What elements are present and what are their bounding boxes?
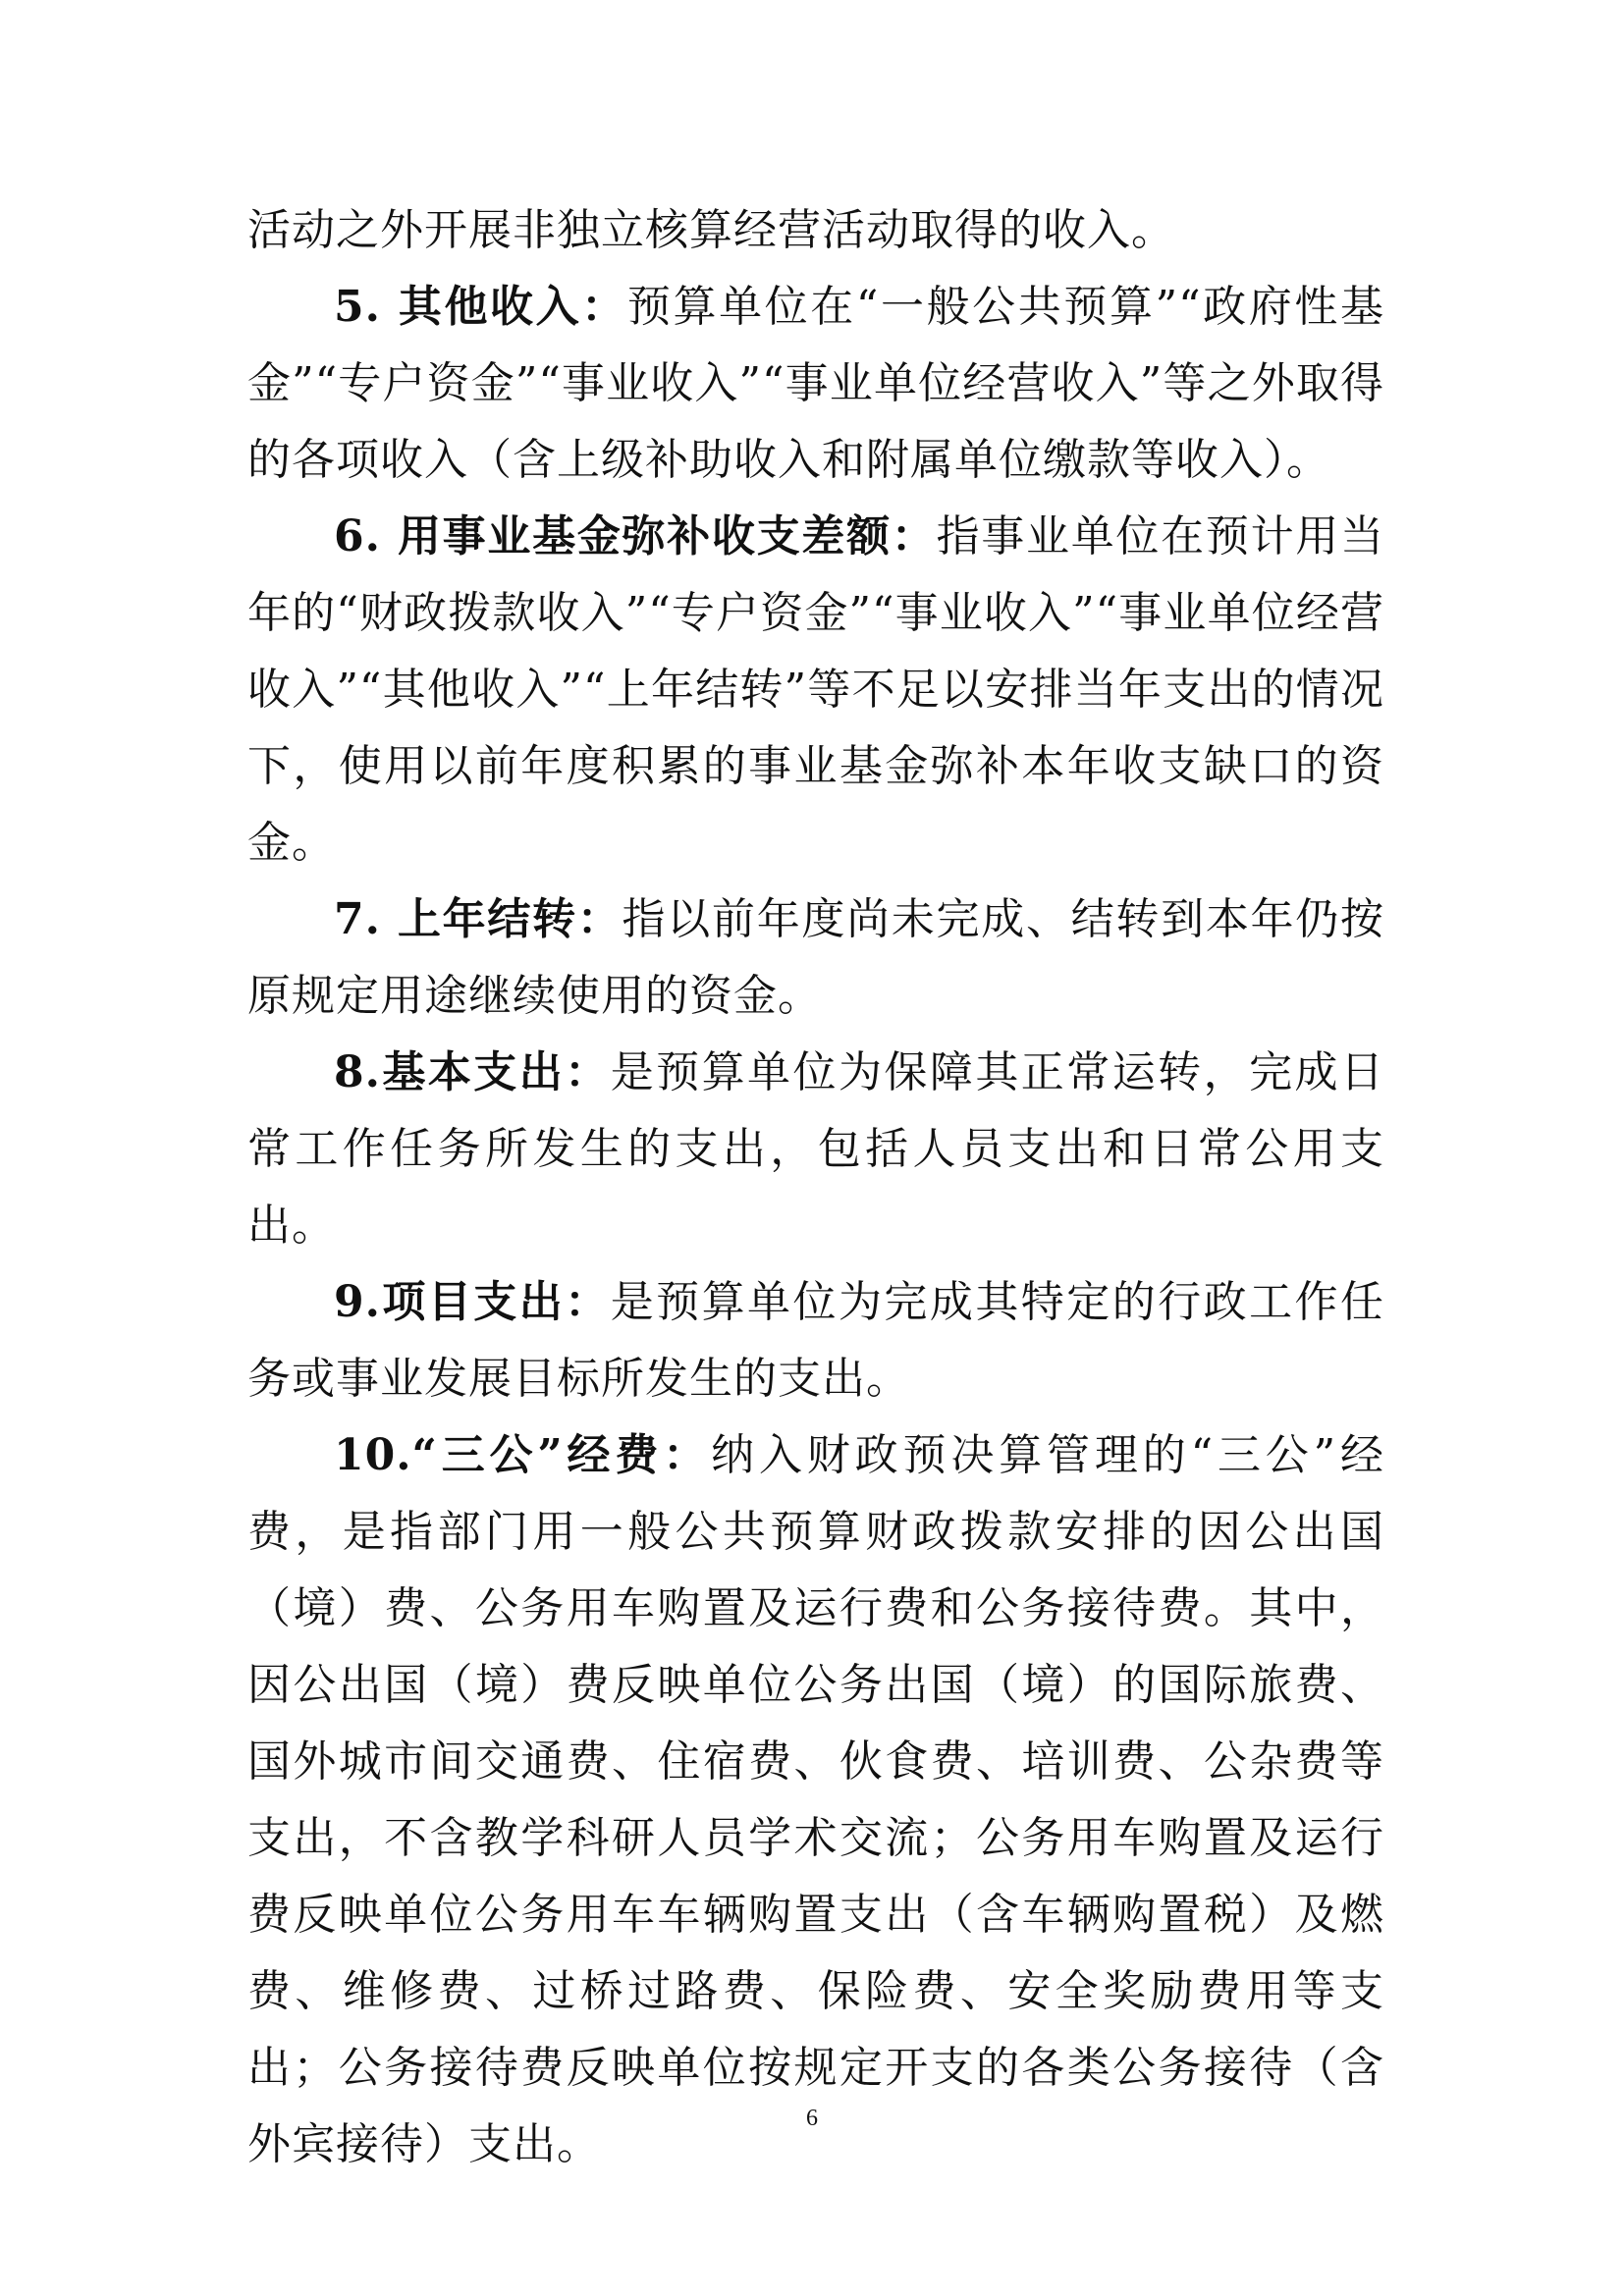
item-basic-expenditure: [247, 1035, 1384, 1264]
item-term: 8.基本支出：: [334, 1047, 611, 1097]
item-term: 10.“三公”经费：: [334, 1430, 712, 1480]
item-text: 纳入财政预决算管理的“三公”经费，是指部门用一般公共预算财政拨款安排的因公出国（境）费、公务用车购置及运行费和公务接待费。其中，因公出国（境）费反映单位公务出国（境）的国际旅费、国外城市间交通费、住宿费、伙食费、培训费、公杂费等支出，不含教学科研人员学术交流；公务用车购置及运行费反映单位公务用车车辆购置支出（含车辆购置税）及燃费、维修费、过桥过路费、保险费、安全奖励费用等支出；公务接待费反映单位按规定开支的各类公务接待（含外宾接待）支出。: [247, 1430, 1384, 2169]
item-text: 指以前年度尚未完成、结转到本年仍按原规定用途继续使用的资金。: [247, 894, 1384, 1021]
item-text: 是预算单位为保障其正常运转，完成日常工作任务所发生的支出，包括人员支出和日常公用支出。: [247, 1047, 1385, 1251]
document-page: [247, 192, 1384, 2183]
item-other-income: [247, 269, 1384, 499]
item-three-public-expenses: [247, 1417, 1384, 2183]
item-term: 5. 其他收入：: [334, 282, 627, 332]
item-text: 指事业单位在预计用当年的“财政拨款收入”“专户资金”“事业收入”“事业单位经营收入”“其他收入”“上年结转”等不足以安排当年支出的情况下，使用以前年度积累的事业基金弥补本年收支缺口的资金。: [247, 511, 1384, 868]
continuation-paragraph: 活动之外开展非独立核算经营活动取得的收入。: [247, 205, 1175, 255]
item-prior-year-carryover: [247, 881, 1384, 1035]
item-term: 7. 上年结转：: [334, 894, 623, 944]
item-text: 是预算单位为完成其特定的行政工作任务或事业发展目标所发生的支出。: [247, 1277, 1385, 1404]
item-term: 6. 用事业基金弥补收支差额：: [334, 511, 937, 561]
item-term: 9.项目支出：: [334, 1277, 611, 1327]
item-text: 预算单位在“一般公共预算”“政府性基金”“专户资金”“事业收入”“事业单位经营收入”等之外取得的各项收入（含上级补助收入和附属单位缴款等收入）。: [247, 282, 1384, 485]
item-project-expenditure: [247, 1264, 1384, 1417]
page-number: 6: [806, 2106, 818, 2131]
item-career-fund-offset: [247, 499, 1384, 881]
